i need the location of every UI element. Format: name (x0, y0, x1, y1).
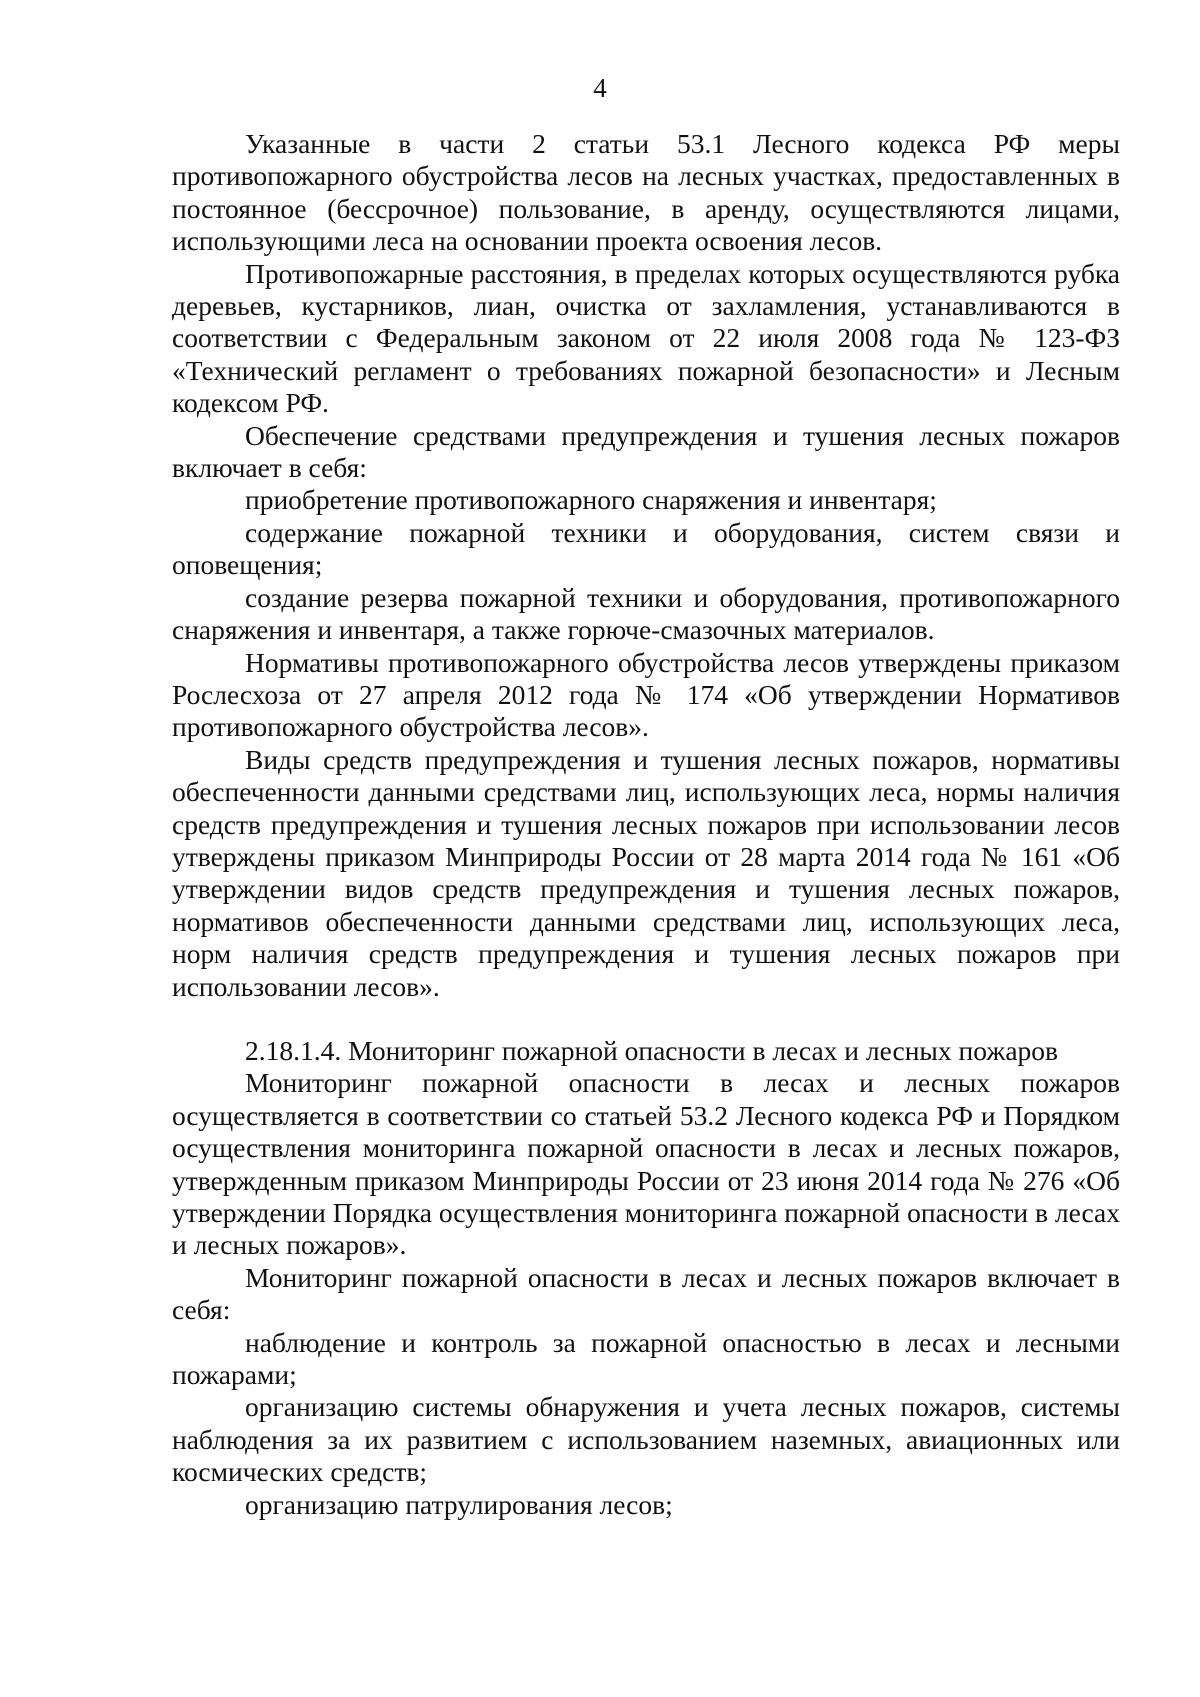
paragraph: Мониторинг пожарной опасности в лесах и лесных пожаров осуществляется в соответствии со статьей 53.2 Лесного кодекса РФ и Порядком осуществления мониторинга пожарной опасности в лесах и лесных пожаров, утвержденным приказом Минприроды России от 23 июня 2014 года № 276 «Об утверждении Порядка осуществления мониторинга пожарной опасности в лесах и лесных пожаров». (172, 1067, 1120, 1261)
paragraph: Обеспечение средствами предупреждения и тушения лесных пожаров включает в себя: (172, 419, 1120, 484)
section-heading: 2.18.1.4. Мониторинг пожарной опасности в лесах и лесных пожаров (245, 1034, 1059, 1066)
list-item: наблюдение и контроль за пожарной опасностью в лесах и лесными пожарами; (172, 1326, 1120, 1391)
list-item: организацию системы обнаружения и учета лесных пожаров, системы наблюдения за их развитием с использованием наземных, авиационных или космических средств; (172, 1391, 1120, 1488)
list-item: содержание пожарной техники и оборудования, систем связи и оповещения; (172, 516, 1120, 581)
paragraph: Виды средств предупреждения и тушения лесных пожаров, нормативы обеспеченности данными средствами лиц, использующих леса, нормы наличия средств предупреждения и тушения лесных пожаров при использовании лесов утверждены приказом Минприроды России от 28 марта 2014 года № 161 «Об утверждении видов средств предупреждения и тушения лесных пожаров, нормативов обеспеченности данными средствами лиц, использующих леса, норм наличия средств предупреждения и тушения лесных пожаров при использовании лесов». (172, 743, 1120, 1002)
list-item: создание резерва пожарной техники и оборудования, противопожарного снаряжения и инвентаря, а также горюче-смазочных материалов. (172, 581, 1120, 646)
paragraph: Противопожарные расстояния, в пределах которых осуществляются рубка деревьев, кустарников, лиан, очистка от захламления, устанавливаются в соответствии с Федеральным законом от 22 июля 2008 года № 123-ФЗ «Технический регламент о требованиях пожарной безопасности» и Лесным кодексом РФ. (172, 257, 1120, 419)
paragraph: Указанные в части 2 статьи 53.1 Лесного кодекса РФ меры противопожарного обустройства лесов на лесных участках, предоставленных в постоянное (бессрочное) пользование, в аренду, осуществляются лицами, использующими леса на основании проекта освоения лесов. (172, 128, 1120, 257)
document-body (172, 128, 1120, 1521)
list-item: организацию патрулирования лесов; (245, 1488, 673, 1520)
page-number: 4 (593, 73, 607, 103)
section-spacer (172, 1003, 1120, 1035)
paragraph: Нормативы противопожарного обустройства лесов утверждены приказом Рослесхоза от 27 апреля 2012 года № 174 «Об утверждении Нормативов противопожарного обустройства лесов». (172, 646, 1120, 743)
list-item: приобретение противопожарного снаряжения и инвентаря; (245, 484, 937, 516)
paragraph: Мониторинг пожарной опасности в лесах и лесных пожаров включает в себя: (172, 1261, 1120, 1326)
